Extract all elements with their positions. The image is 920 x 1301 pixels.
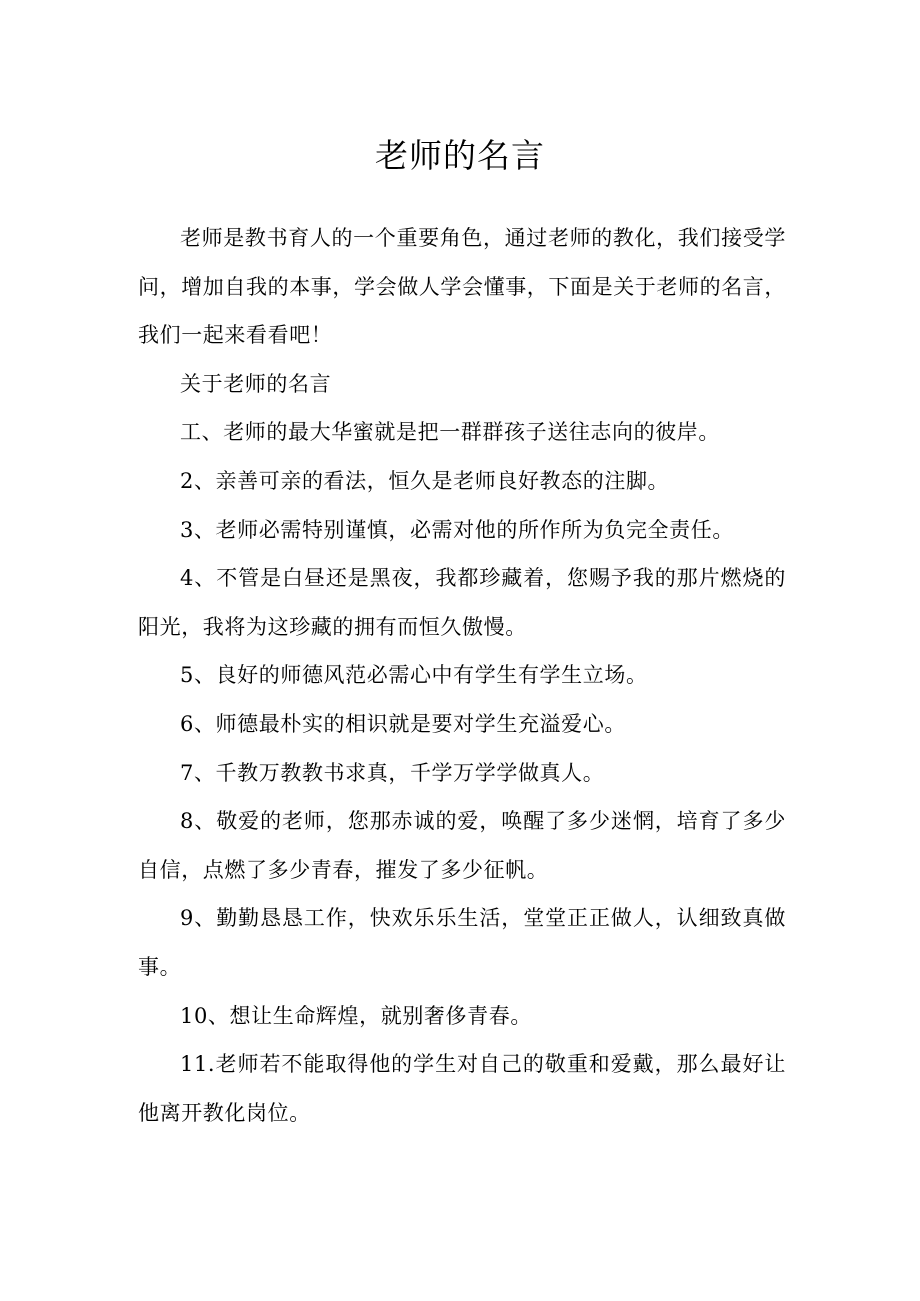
quote-item: 11.老师若不能取得他的学生对自己的敬重和爱戴，那么最好让他离开教化岗位。 [138, 1052, 786, 1125]
quote-item: 7、千教万教教书求真，千学万学学做真人。 [180, 760, 605, 785]
intro-paragraph: 老师是教书育人的一个重要角色，通过老师的教化，我们接受学问，增加自我的本事，学会做人学会懂事，下面是关于老师的名言，我们一起来看看吧！ [138, 226, 786, 348]
quote-item: 9、勤勤恳恳工作，快欢乐乐生活，堂堂正正做人，认细致真做事。 [138, 906, 786, 979]
quote-item: 5、良好的师德风范必需心中有学生有学生立场。 [180, 663, 648, 688]
quote-item: 8、敬爱的老师，您那赤诚的爱，唤醒了多少迷惘，培育了多少自信，点燃了多少青春，摧发了多少征帆。 [138, 809, 786, 882]
quote-item: 10、想让生命辉煌，就别奢侈青春。 [180, 1003, 532, 1028]
quote-item: 3、老师必需特别谨慎，必需对他的所作所为负完全责任。 [180, 517, 734, 542]
document-body [138, 214, 786, 1137]
document-title: 老师的名言 [375, 136, 545, 175]
section-heading: 关于老师的名言 [180, 371, 332, 396]
quote-item: 6、师德最朴实的相识就是要对学生充溢爱心。 [180, 711, 626, 736]
quote-item: 2、亲善可亲的看法，恒久是老师良好教态的注脚。 [180, 468, 670, 493]
quote-item: 工、老师的最大华蜜就是把一群群孩子送往志向的彼岸。 [180, 420, 720, 445]
quote-item: 4、不管是白昼还是黑夜，我都珍藏着，您赐予我的那片燃烧的阳光，我将为这珍藏的拥有而恒久傲慢。 [138, 566, 786, 639]
